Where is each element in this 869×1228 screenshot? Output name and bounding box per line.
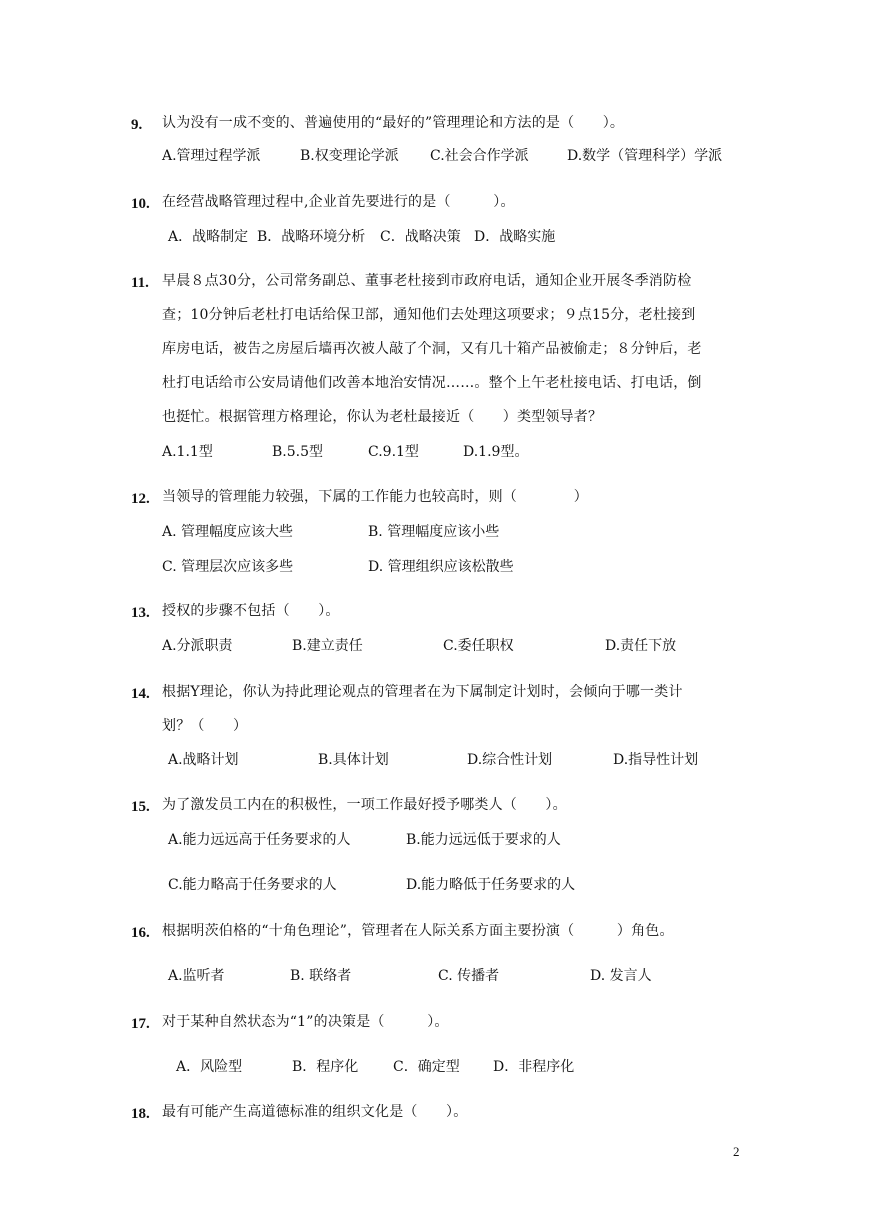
option-a: A．战略制定 — [168, 229, 249, 245]
question-stem: 最有可能产生高道德标准的组织文化是（ ）。 — [162, 1104, 468, 1120]
question-number: 16. — [131, 925, 150, 941]
page-number: 2 — [733, 1144, 740, 1159]
question-number: 18. — [131, 1106, 150, 1122]
option-c: C.能力略高于任务要求的人 — [168, 877, 337, 893]
question-number: 12. — [131, 491, 150, 507]
option-c: C.9.1型 — [368, 444, 419, 460]
option-a: A.1.1型 — [162, 444, 213, 460]
option-d: D.能力略低于任务要求的人 — [406, 877, 576, 893]
option-d: D．非程序化 — [493, 1059, 575, 1075]
option-b: B. 管理幅度应该小些 — [368, 524, 500, 540]
question-number: 13. — [131, 605, 150, 621]
option-c: C. 传播者 — [438, 968, 500, 984]
question-stem-line: 根据Y理论，你认为持此理论观点的管理者在为下属制定计划时，会倾向于哪一类计 — [162, 684, 683, 700]
question-stem-line: 杜打电话给市公安局请他们改善本地治安情况……。整个上午老杜接电话、打电话，倒 — [162, 375, 702, 391]
option-a: A.分派职责 — [162, 638, 233, 654]
option-b: B.能力远远低于要求的人 — [406, 832, 561, 848]
option-a: A.监听者 — [168, 968, 225, 984]
option-a: A. 管理幅度应该大些 — [162, 524, 294, 540]
option-a: A.能力远远高于任务要求的人 — [168, 832, 351, 848]
option-d: D. 管理组织应该松散些 — [368, 559, 514, 575]
option-b: B.建立责任 — [292, 638, 363, 654]
question-stem-line: 划？（ ） — [162, 718, 248, 734]
option-b: B. 联络者 — [290, 968, 352, 984]
option-a: A．风险型 — [176, 1059, 243, 1075]
option-d: D.责任下放 — [605, 638, 677, 654]
option-c: C．战略决策 — [380, 229, 461, 245]
question-stem-line: 查；10分钟后老杜打电话给保卫部，通知他们去处理这项要求；９点15分，老杜接到 — [162, 307, 696, 323]
question-number: 9. — [131, 117, 143, 133]
option-d: D.数学（管理科学）学派 — [567, 148, 723, 164]
question-number: 11. — [131, 275, 149, 291]
question-stem: 在经营战略管理过程中,企业首先要进行的是（ ）。 — [162, 194, 515, 210]
option-d: D.1.9型。 — [463, 444, 529, 460]
question-stem: 授权的步骤不包括（ ）。 — [162, 603, 340, 619]
question-stem-line: 早晨８点30分，公司常务副总、董事老杜接到市政府电话，通知企业开展冬季消防检 — [162, 273, 692, 289]
question-stem: 为了激发员工内在的积极性，一项工作最好授予哪类人（ ）。 — [162, 797, 567, 813]
question-stem-line: 库房电话，被告之房屋后墙再次被人敲了个洞，又有几十箱产品被偷走；８分钟后，老 — [162, 341, 702, 357]
question-stem: 认为没有一成不变的、普遍使用的“最好的”管理理论和方法的是（ ）。 — [162, 115, 625, 131]
question-stem: 当领导的管理能力较强，下属的工作能力也较高时，则（ ） — [162, 489, 588, 505]
option-b: B.权变理论学派 — [300, 148, 399, 164]
option-b: B．战略环境分析 — [257, 229, 366, 245]
option-b: B.5.5型 — [272, 444, 324, 460]
option-d: D. 发言人 — [590, 968, 652, 984]
question-number: 15. — [131, 799, 150, 815]
option-a: A.管理过程学派 — [162, 148, 261, 164]
question-stem-line: 也挺忙。根据管理方格理论，你认为老杜最接近（ ）类型领导者？ — [162, 409, 603, 425]
option-a: A.战略计划 — [168, 752, 239, 768]
option-d: D.指导性计划 — [613, 752, 699, 768]
option-c: C．确定型 — [393, 1059, 460, 1075]
question-number: 10. — [131, 196, 150, 212]
option-d: D．战略实施 — [474, 229, 556, 245]
option-c: C. 管理层次应该多些 — [162, 559, 294, 575]
question-number: 14. — [131, 686, 150, 702]
question-stem: 根据明茨伯格的“十角色理论”，管理者在人际关系方面主要扮演（ ）角色。 — [162, 923, 674, 939]
option-c: C.社会合作学派 — [430, 148, 529, 164]
question-stem: 对于某种自然状态为“1”的决策是（ ）。 — [162, 1014, 449, 1030]
question-number: 17. — [131, 1016, 150, 1032]
option-b: B.具体计划 — [318, 752, 389, 768]
option-c: C.委任职权 — [443, 638, 514, 654]
option-c: D.综合性计划 — [467, 752, 553, 768]
option-b: B．程序化 — [292, 1059, 359, 1075]
